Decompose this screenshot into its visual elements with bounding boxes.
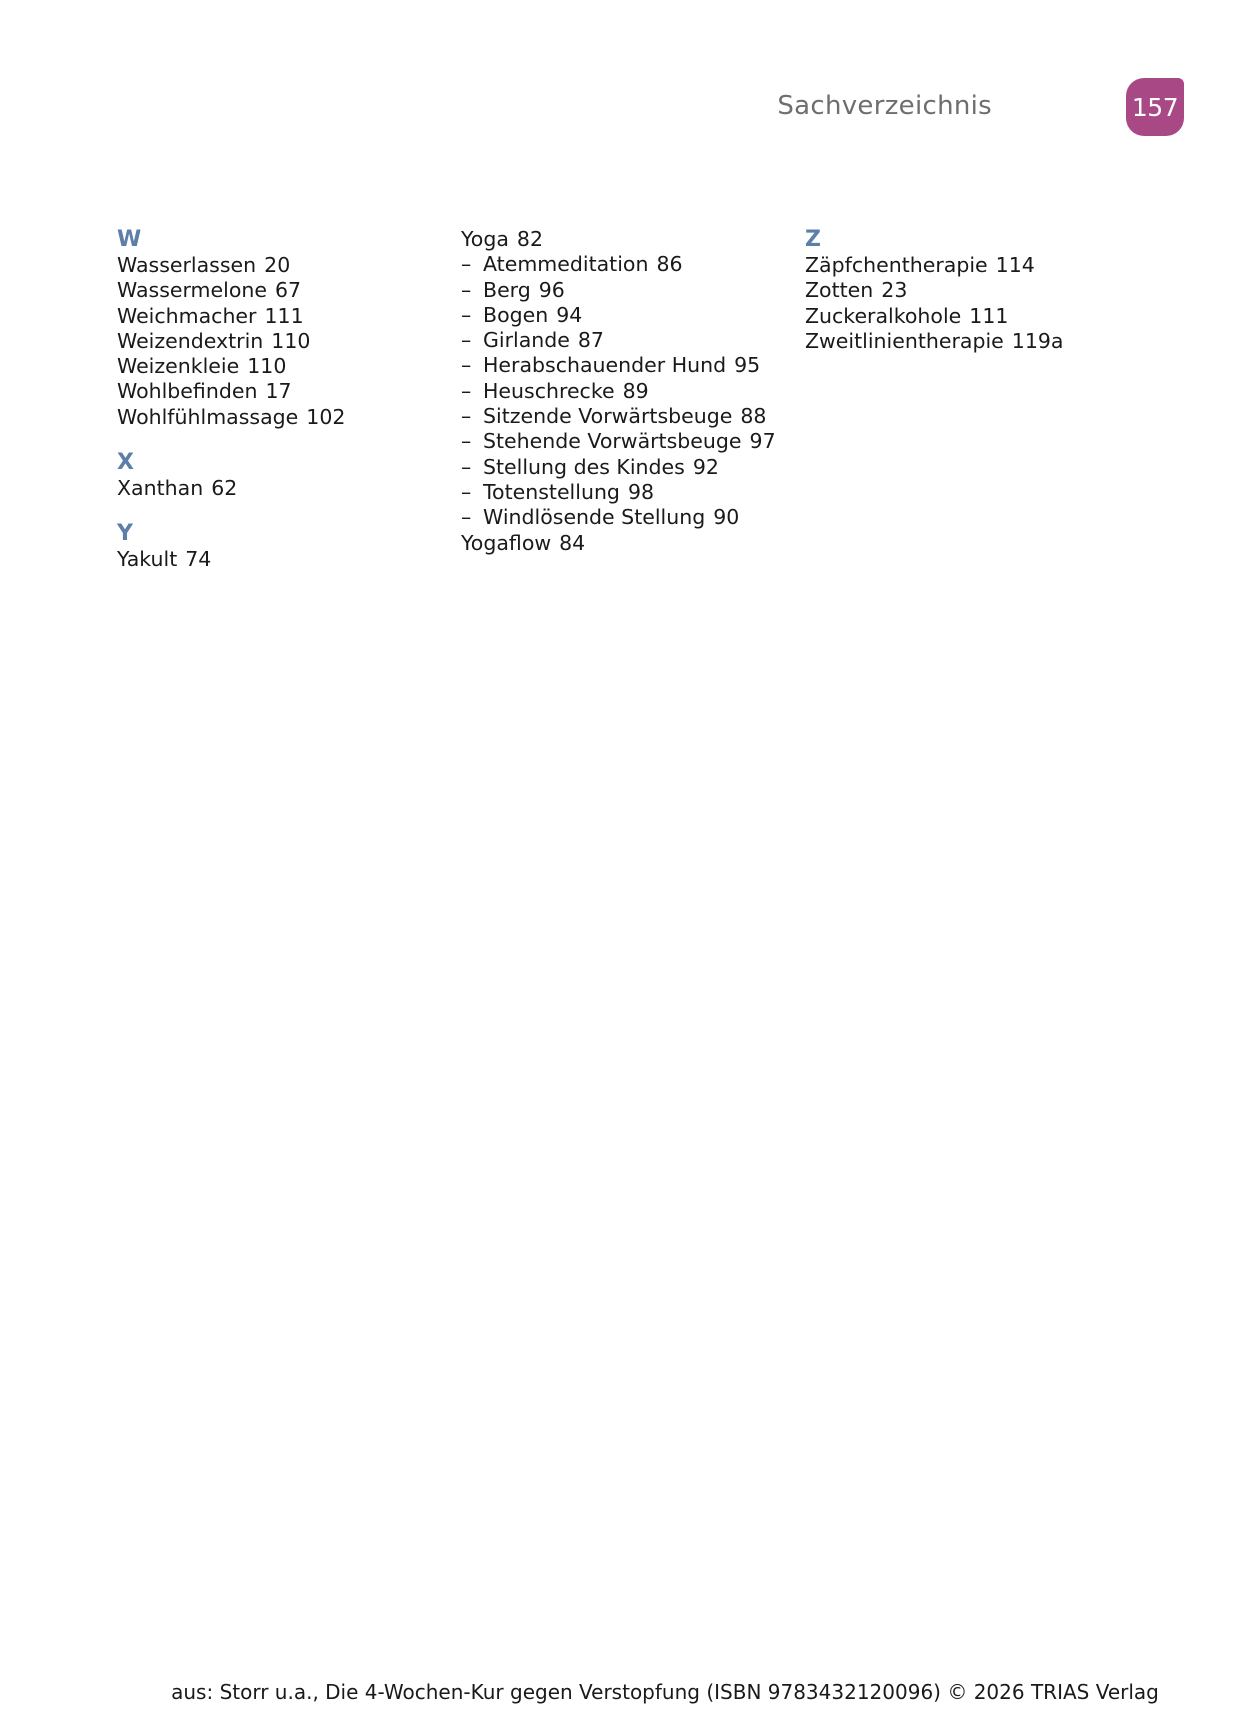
index-subentry bbox=[461, 353, 776, 378]
index-subentry bbox=[461, 303, 776, 328]
index-subentry bbox=[461, 379, 776, 404]
entry-term: Stehende Vorwärtsbeuge bbox=[483, 429, 742, 454]
section-letter: X bbox=[117, 450, 134, 476]
entry-page: 94 bbox=[556, 302, 583, 327]
index-subentry bbox=[461, 252, 776, 277]
index-entry bbox=[117, 354, 345, 379]
subentry-dash: – bbox=[461, 277, 472, 302]
entry-page: 17 bbox=[265, 379, 292, 404]
page-number-badge: 157 bbox=[1126, 78, 1184, 136]
index-entry bbox=[117, 476, 345, 501]
subentry-dash: – bbox=[461, 378, 472, 403]
entry-page: 86 bbox=[656, 252, 683, 277]
index-column-3 bbox=[805, 227, 1064, 374]
entry-page: 62 bbox=[211, 476, 238, 501]
index-subentry bbox=[461, 505, 776, 530]
entry-page: 84 bbox=[559, 530, 586, 555]
entry-term: Wasserlassen bbox=[117, 253, 257, 277]
subentry-dash: – bbox=[461, 302, 472, 327]
index-entry bbox=[117, 405, 345, 430]
index-column-2 bbox=[461, 227, 776, 556]
subentry-dash: – bbox=[461, 404, 472, 429]
index-entry bbox=[461, 227, 776, 252]
subentry-dash: – bbox=[461, 429, 472, 454]
index-section-y bbox=[117, 521, 345, 572]
entry-page: 87 bbox=[577, 328, 604, 353]
entry-term: Weizendextrin bbox=[117, 328, 264, 353]
entry-page: 110 bbox=[271, 328, 311, 353]
index-subentry bbox=[461, 278, 776, 303]
entry-term: Stellung des Kindes bbox=[483, 454, 685, 479]
index-subentry bbox=[461, 328, 776, 353]
subentry-dash: – bbox=[461, 505, 472, 530]
entry-page: 23 bbox=[881, 278, 908, 303]
index-section-x bbox=[117, 450, 345, 501]
section-letter: Z bbox=[805, 227, 821, 252]
entry-term: Xanthan bbox=[117, 476, 204, 501]
entry-term: Herabschauender Hund bbox=[483, 353, 727, 378]
running-header-title: Sachverzeichnis bbox=[777, 91, 992, 121]
entry-page: 20 bbox=[264, 253, 291, 277]
entry-term: Berg bbox=[483, 277, 531, 302]
entry-term: Atemmeditation bbox=[483, 252, 649, 277]
subentry-dash: – bbox=[461, 454, 472, 479]
entry-page: 97 bbox=[749, 429, 776, 454]
index-section-z bbox=[805, 227, 1064, 354]
entry-term: Yogaflow bbox=[461, 530, 552, 555]
entry-term: Girlande bbox=[483, 328, 570, 353]
index-entry bbox=[805, 329, 1064, 354]
entry-term: Yakult bbox=[117, 547, 178, 572]
footer-citation: aus: Storr u.a., Die 4-Wochen-Kur gegen Verstopfung (ISBN 9783432120096) © 2026 TRIAS Verlag bbox=[171, 1680, 1159, 1704]
entry-page: 89 bbox=[622, 378, 649, 403]
index-entry bbox=[461, 531, 776, 556]
entry-term: Wohlfühlmassage bbox=[117, 404, 299, 429]
entry-term: Windlösende Stellung bbox=[483, 505, 706, 530]
index-entry bbox=[117, 253, 345, 278]
subentry-dash: – bbox=[461, 328, 472, 353]
entry-page: 111 bbox=[264, 303, 304, 328]
entry-page: 88 bbox=[740, 404, 767, 429]
entry-term: Bogen bbox=[483, 302, 549, 327]
entry-page: 110 bbox=[247, 354, 287, 379]
entry-term: Zweitlinientherapie bbox=[805, 328, 1004, 353]
entry-page: 82 bbox=[516, 227, 544, 251]
index-entry bbox=[805, 278, 1064, 303]
index-entry bbox=[805, 304, 1064, 329]
entry-term: Wassermelone bbox=[117, 278, 267, 303]
index-entry bbox=[117, 547, 345, 572]
entry-term: Weizenkleie bbox=[117, 354, 240, 379]
entry-page: 95 bbox=[734, 353, 761, 378]
entry-term: Sitzende Vorwärtsbeuge bbox=[483, 404, 733, 429]
entry-page: 119a bbox=[1011, 328, 1064, 353]
entry-term: Heuschrecke bbox=[483, 378, 615, 403]
entry-page: 102 bbox=[306, 404, 346, 429]
index-entry bbox=[805, 253, 1064, 278]
subentry-dash: – bbox=[461, 353, 472, 378]
index-subentry bbox=[461, 455, 776, 480]
entry-page: 74 bbox=[185, 547, 212, 572]
index-entry bbox=[117, 329, 345, 354]
index-entry bbox=[117, 278, 345, 303]
section-letter: Y bbox=[117, 521, 133, 547]
index-subentry bbox=[461, 480, 776, 505]
entry-term: Zäpfchentherapie bbox=[805, 253, 988, 277]
index-subentry bbox=[461, 429, 776, 454]
entry-term: Zotten bbox=[805, 278, 874, 303]
index-entry bbox=[117, 304, 345, 329]
index-column-1 bbox=[117, 227, 345, 593]
subentry-dash: – bbox=[461, 479, 472, 504]
entry-term: Totenstellung bbox=[483, 479, 620, 504]
entry-term: Weichmacher bbox=[117, 303, 257, 328]
entry-page: 111 bbox=[969, 303, 1009, 328]
entry-term: Wohlbefinden bbox=[117, 379, 258, 404]
index-entry bbox=[117, 379, 345, 404]
index-section-w bbox=[117, 227, 345, 430]
entry-page: 114 bbox=[995, 253, 1035, 277]
entry-page: 90 bbox=[713, 505, 740, 530]
index-subentry bbox=[461, 404, 776, 429]
entry-page: 98 bbox=[627, 479, 655, 504]
entry-page: 92 bbox=[692, 454, 719, 479]
entry-page: 67 bbox=[275, 278, 302, 303]
entry-term: Yoga bbox=[461, 227, 509, 251]
subentry-dash: – bbox=[461, 252, 472, 277]
section-letter: W bbox=[117, 227, 142, 252]
entry-page: 96 bbox=[538, 277, 565, 302]
entry-term: Zuckeralkohole bbox=[805, 303, 962, 328]
